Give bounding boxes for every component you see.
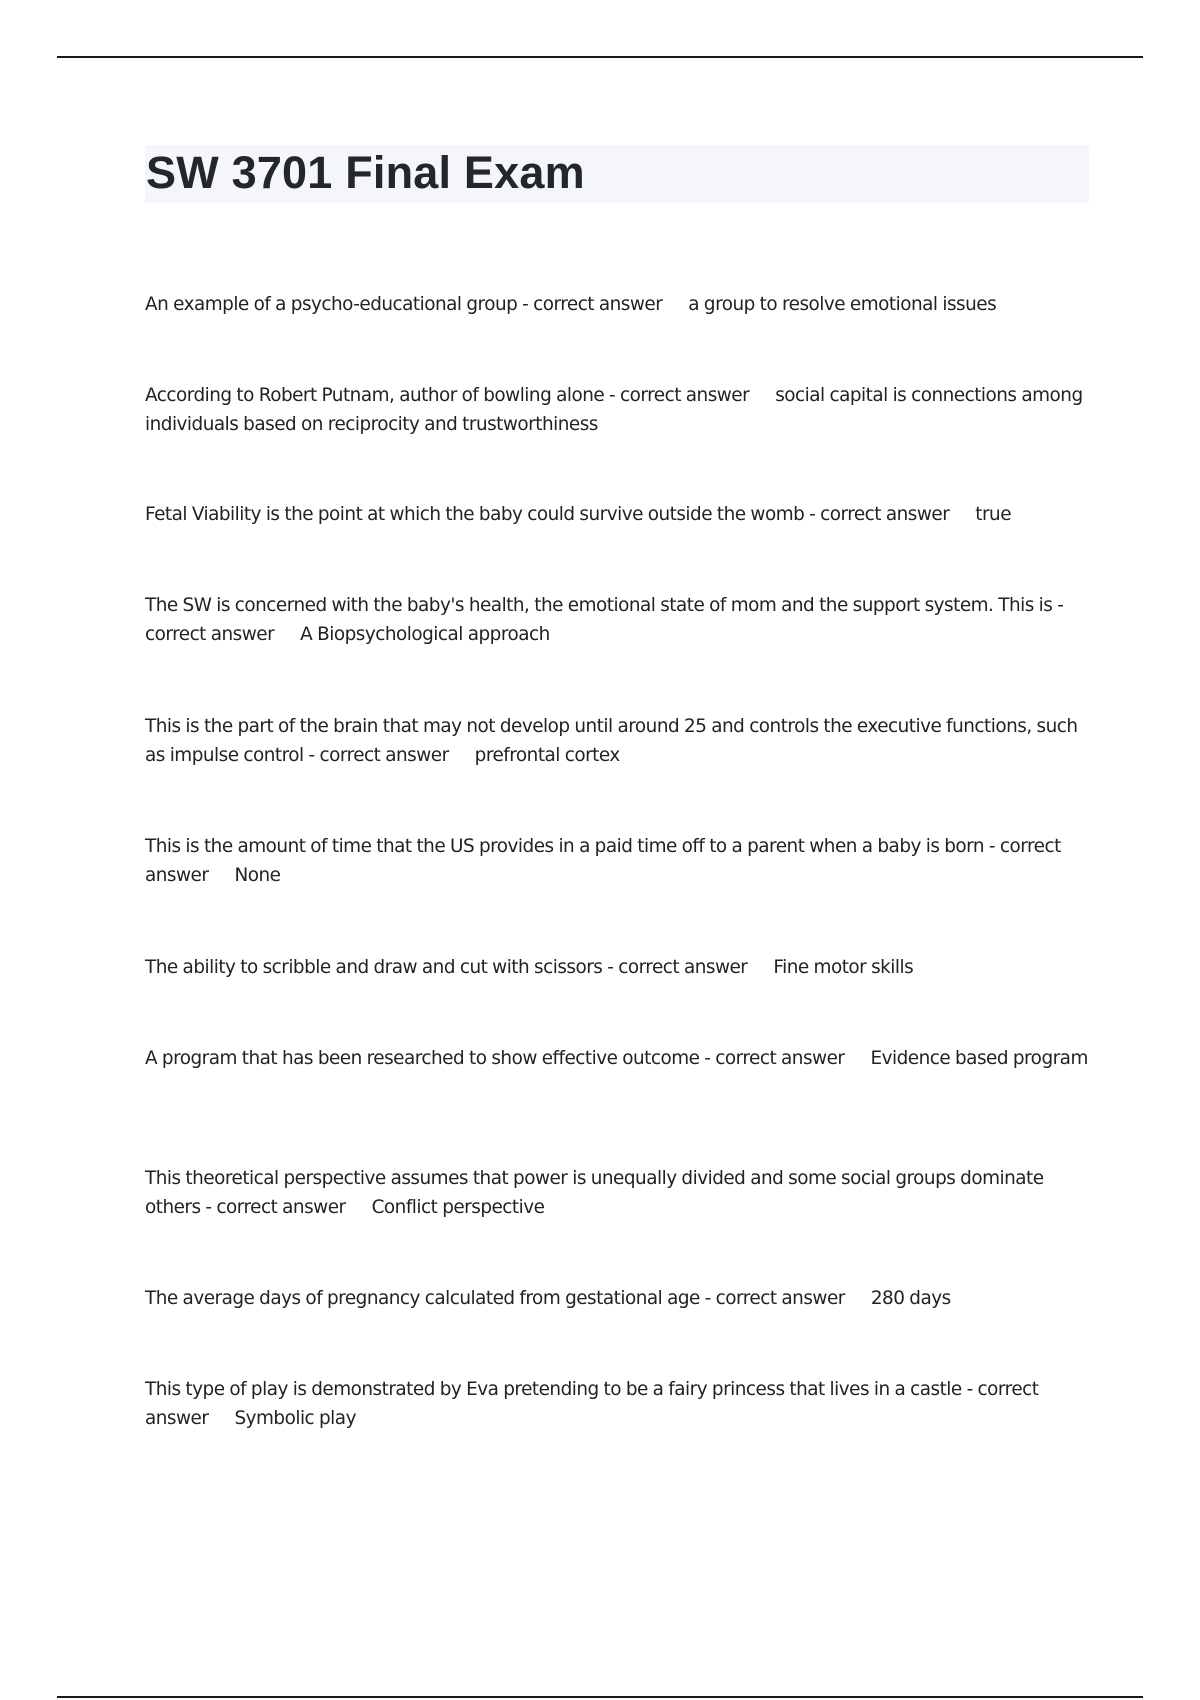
qa-item	[145, 500, 1095, 529]
answer-text: true	[975, 504, 1012, 525]
question-text: The SW is concerned with the baby's health, the emotional state of mom and the support system. This is - correct answer	[145, 595, 1064, 645]
bottom-divider	[57, 1696, 1143, 1698]
qa-item	[145, 591, 1095, 649]
question-text: This type of play is demonstrated by Eva pretending to be a fairy princess that lives in a castle - correct answer	[145, 1379, 1039, 1429]
question-text: The ability to scribble and draw and cut with scissors - correct answer	[145, 957, 748, 978]
qa-item	[145, 712, 1095, 770]
answer-text: Evidence based program	[870, 1048, 1088, 1069]
qa-item	[145, 1164, 1095, 1222]
answer-text: Conflict perspective	[371, 1197, 545, 1218]
question-text: According to Robert Putnam, author of bowling alone - correct answer	[145, 385, 750, 406]
qa-item	[145, 1044, 1095, 1073]
qa-item	[145, 953, 1095, 982]
answer-text: A Biopsychological approach	[300, 624, 550, 645]
question-text: This is the part of the brain that may not develop until around 25 and controls the executive functions, such as impulse control - correct answer	[145, 716, 1078, 766]
qa-item	[145, 832, 1095, 890]
answer-text: Fine motor skills	[773, 957, 914, 978]
answer-text: 280 days	[870, 1288, 951, 1309]
answer-text: None	[234, 865, 281, 886]
qa-item	[145, 1375, 1095, 1433]
question-text: This is the amount of time that the US provides in a paid time off to a parent when a baby is born - correct answer	[145, 836, 1061, 886]
question-text: An example of a psycho-educational group - correct answer	[145, 294, 663, 315]
question-text: The average days of pregnancy calculated from gestational age - correct answer	[145, 1288, 845, 1309]
page-title: SW 3701 Final Exam	[146, 147, 585, 198]
qa-item	[145, 1284, 1095, 1313]
answer-text: social capital is connections among individuals based on reciprocity and trustworthiness	[145, 385, 1083, 435]
question-text: A program that has been researched to show effective outcome - correct answer	[145, 1048, 845, 1069]
answer-text: a group to resolve emotional issues	[688, 294, 997, 315]
qa-item	[145, 381, 1095, 439]
question-text: This theoretical perspective assumes that power is unequally divided and some social groups dominate others - correct answer	[145, 1168, 1044, 1218]
answer-text: prefrontal cortex	[474, 745, 620, 766]
answer-text: Symbolic play	[234, 1408, 356, 1429]
question-text: Fetal Viability is the point at which the baby could survive outside the womb - correct answer	[145, 504, 950, 525]
qa-item	[145, 290, 1095, 319]
